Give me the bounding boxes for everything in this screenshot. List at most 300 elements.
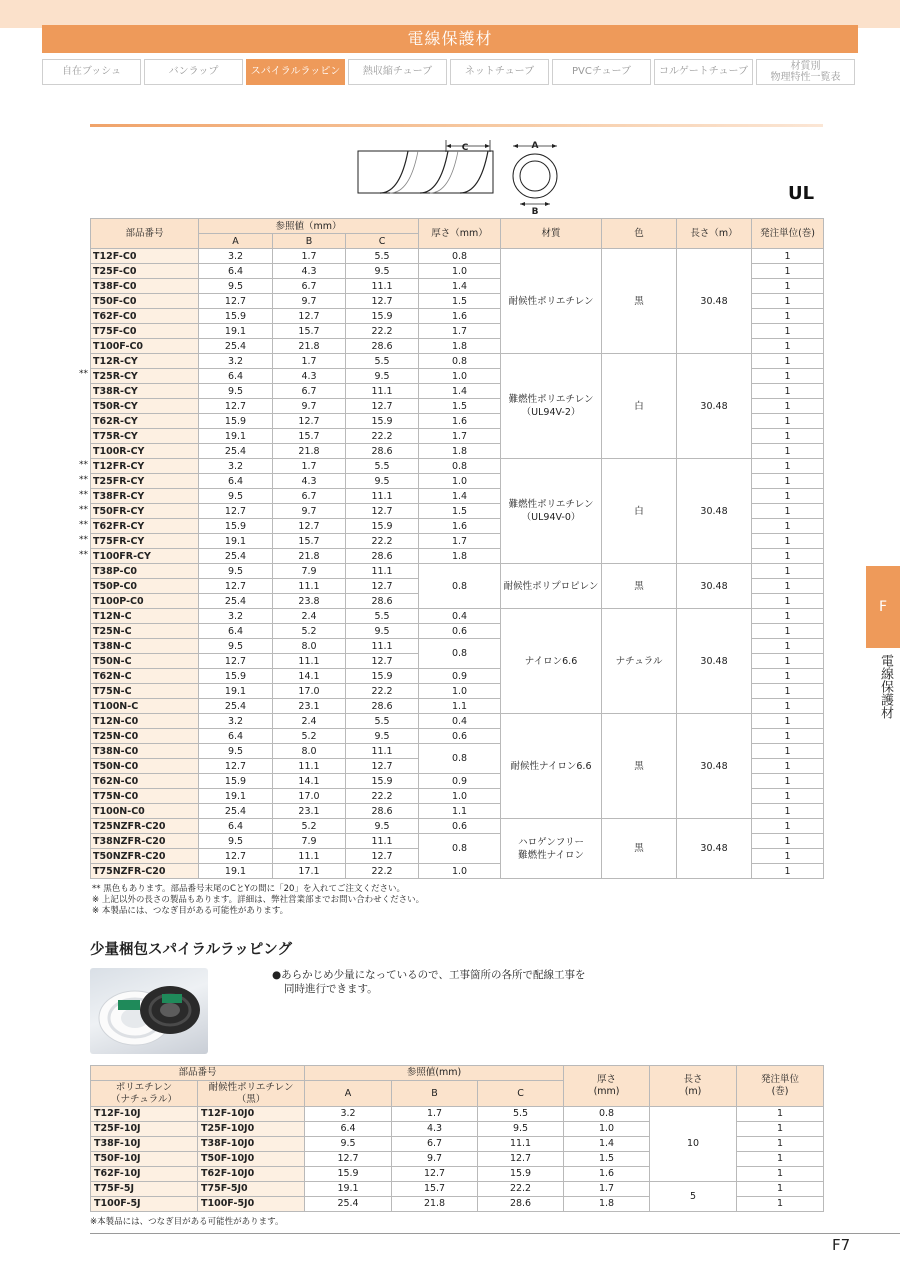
thickness: 1.6: [419, 519, 501, 534]
order-unit: 1: [752, 654, 824, 669]
color: 白: [602, 354, 677, 459]
sp-pe-line1: ポリエチレン: [115, 1081, 173, 1093]
value-b: 17.1: [273, 864, 346, 879]
value-a: 3.2: [199, 714, 273, 729]
value-b: 21.8: [273, 339, 346, 354]
value-c: 22.2: [346, 534, 419, 549]
part-number-wpe: T12F-10J0: [198, 1107, 305, 1122]
value-c: 28.6: [346, 339, 419, 354]
value-a: 9.5: [305, 1137, 392, 1152]
part-number-wpe: T62F-10J0: [198, 1167, 305, 1182]
part-number: T38F-C0: [91, 279, 199, 294]
value-a: 3.2: [199, 354, 273, 369]
value-a: 19.1: [199, 429, 273, 444]
thickness: 1.0: [564, 1122, 650, 1137]
value-a: 25.4: [199, 444, 273, 459]
part-number: T62N-C0: [91, 774, 199, 789]
value-b: 23.1: [273, 699, 346, 714]
sp-col-wpe: [198, 1081, 305, 1107]
value-b: 8.0: [273, 744, 346, 759]
value-c: 22.2: [478, 1182, 564, 1197]
thickness: 0.8: [419, 354, 501, 369]
part-number-wpe: T75F-5J0: [198, 1182, 305, 1197]
value-b: 6.7: [392, 1137, 478, 1152]
thickness: 1.4: [419, 489, 501, 504]
spec-table-body: [91, 249, 824, 879]
product-photo: [90, 968, 208, 1054]
value-a: 19.1: [199, 324, 273, 339]
tab-jizai-bush[interactable]: 自在ブッシュ: [42, 59, 141, 85]
value-b: 4.3: [273, 369, 346, 384]
order-unit: 1: [752, 279, 824, 294]
part-number: T38N-C: [91, 639, 199, 654]
value-a: 15.9: [199, 309, 273, 324]
order-unit: 1: [752, 789, 824, 804]
label-b: B: [531, 207, 539, 216]
value-c: 28.6: [346, 594, 419, 609]
value-a: 25.4: [199, 594, 273, 609]
part-number: T75F-C0: [91, 324, 199, 339]
value-c: 12.7: [346, 654, 419, 669]
thickness: 1.4: [564, 1137, 650, 1152]
category-tabs: [42, 59, 858, 101]
table-row: [91, 609, 824, 624]
value-b: 12.7: [392, 1167, 478, 1182]
order-unit: 1: [752, 489, 824, 504]
value-b: 11.1: [273, 849, 346, 864]
note-other-lengths: ※ 上記以外の長さの製品もあります。詳細は、弊社営業部までお問い合わせください。: [92, 895, 425, 905]
part-number: T25F-C0: [91, 264, 199, 279]
thickness: 1.5: [564, 1152, 650, 1167]
sp-col-b: B: [392, 1081, 478, 1107]
thickness: 0.6: [419, 624, 501, 639]
thickness: 1.4: [419, 279, 501, 294]
col-part-no: 部品番号: [91, 219, 199, 249]
part-number: T75FR-CY: [91, 534, 199, 549]
sp-wpe-line1: 耐候性ポリエチレン: [208, 1081, 294, 1093]
order-unit: 1: [752, 504, 824, 519]
part-number: T75R-CY: [91, 429, 199, 444]
page-number: F7: [832, 1236, 851, 1254]
order-unit: 1: [752, 564, 824, 579]
part-number: T38NZFR-C20: [91, 834, 199, 849]
sp-unit-line2: (巻): [771, 1086, 789, 1097]
thickness: 0.6: [419, 729, 501, 744]
value-c: 15.9: [346, 414, 419, 429]
part-number: T25R-CY: [91, 369, 199, 384]
sp-unit-line1: 発注単位: [761, 1074, 800, 1085]
part-number: T25FR-CY: [91, 474, 199, 489]
part-number: T100F-C0: [91, 339, 199, 354]
sp-len-line2: (m): [684, 1086, 702, 1097]
thickness: 0.4: [419, 714, 501, 729]
value-c: 5.5: [346, 249, 419, 264]
value-a: 12.7: [199, 294, 273, 309]
value-a: 12.7: [199, 654, 273, 669]
col-ref: 参照値（mm）: [199, 219, 419, 234]
order-unit: 1: [752, 639, 824, 654]
part-number-pe: T25F-10J: [91, 1122, 198, 1137]
value-a: 25.4: [199, 804, 273, 819]
thickness: 0.8: [419, 564, 501, 609]
value-b: 9.7: [273, 399, 346, 414]
length: 30.48: [677, 459, 752, 564]
part-number: T50F-C0: [91, 294, 199, 309]
thickness: 1.0: [419, 864, 501, 879]
sp-col-part-no: 部品番号: [91, 1066, 305, 1081]
thickness: 0.9: [419, 774, 501, 789]
value-c: 28.6: [346, 699, 419, 714]
order-unit: 1: [752, 864, 824, 879]
value-b: 23.8: [273, 594, 346, 609]
value-a: 12.7: [199, 399, 273, 414]
value-c: 28.6: [478, 1197, 564, 1212]
small-pack-table: [90, 1065, 824, 1212]
order-unit: 1: [737, 1182, 824, 1197]
order-unit: 1: [752, 444, 824, 459]
part-number-pe: T38F-10J: [91, 1137, 198, 1152]
part-number: T12FR-CY: [91, 459, 199, 474]
value-c: 9.5: [346, 474, 419, 489]
feature-line1: ●あらかじめ少量になっているので、工事箇所の各所で配線工事を: [272, 969, 586, 981]
sp-t-line2: (mm): [593, 1086, 620, 1097]
order-unit: 1: [752, 534, 824, 549]
part-number: T25NZFR-C20: [91, 819, 199, 834]
length: 30.48: [677, 819, 752, 879]
value-c: 12.7: [346, 294, 419, 309]
col-color: 色: [602, 219, 677, 249]
label-a: A: [531, 141, 539, 151]
order-unit: 1: [752, 384, 824, 399]
length: 30.48: [677, 564, 752, 609]
material: 耐候性ナイロン6.6: [501, 714, 602, 819]
value-c: 12.7: [346, 849, 419, 864]
value-c: 11.1: [346, 834, 419, 849]
value-c: 5.5: [346, 714, 419, 729]
order-unit: 1: [752, 609, 824, 624]
value-c: 9.5: [346, 264, 419, 279]
value-b: 11.1: [273, 759, 346, 774]
value-b: 4.3: [273, 474, 346, 489]
value-c: 22.2: [346, 684, 419, 699]
value-a: 3.2: [305, 1107, 392, 1122]
double-star-mark: **: [79, 459, 88, 470]
value-b: 6.7: [273, 279, 346, 294]
double-star-mark: **: [79, 519, 88, 530]
sp-col-ref: 参照値(mm): [305, 1066, 564, 1081]
order-unit: 1: [752, 624, 824, 639]
col-length: 長さ（m）: [677, 219, 752, 249]
value-c: 9.5: [478, 1122, 564, 1137]
part-number: T75N-C0: [91, 789, 199, 804]
value-a: 6.4: [199, 264, 273, 279]
value-a: 6.4: [199, 369, 273, 384]
sp-col-length: [650, 1066, 737, 1107]
length: 30.48: [677, 714, 752, 819]
value-b: 4.3: [392, 1122, 478, 1137]
value-c: 5.5: [346, 609, 419, 624]
thickness: 1.5: [419, 504, 501, 519]
order-unit: 1: [752, 294, 824, 309]
double-star-mark: **: [79, 504, 88, 515]
value-b: 21.8: [273, 549, 346, 564]
part-number: T50NZFR-C20: [91, 849, 199, 864]
feature-line2: 同時進行できます。: [284, 983, 378, 995]
value-a: 3.2: [199, 609, 273, 624]
value-a: 9.5: [199, 639, 273, 654]
value-a: 9.5: [199, 834, 273, 849]
top-band: [0, 0, 900, 28]
order-unit: 1: [737, 1152, 824, 1167]
material: 耐候性ポリプロピレン: [501, 564, 602, 609]
value-b: 14.1: [273, 774, 346, 789]
order-unit: 1: [752, 309, 824, 324]
value-a: 6.4: [199, 624, 273, 639]
tab-spiral-wrapping[interactable]: スパイラルラッピング: [246, 59, 345, 85]
part-number-pe: T50F-10J: [91, 1152, 198, 1167]
value-a: 19.1: [199, 684, 273, 699]
table-row: [91, 1182, 824, 1197]
value-b: 21.8: [392, 1197, 478, 1212]
value-c: 11.1: [346, 639, 419, 654]
color: 黒: [602, 249, 677, 354]
spiral-wrap-diagram: [350, 136, 570, 216]
thickness: 0.9: [419, 669, 501, 684]
order-unit: 1: [752, 339, 824, 354]
feature-bullet: [272, 968, 585, 996]
color: 黒: [602, 819, 677, 879]
value-b: 9.7: [392, 1152, 478, 1167]
thickness: 0.8: [564, 1107, 650, 1122]
color: 白: [602, 459, 677, 564]
sp-col-unit: [737, 1066, 824, 1107]
order-unit: 1: [737, 1122, 824, 1137]
col-material: 材質: [501, 219, 602, 249]
table-row: [91, 354, 824, 369]
length: 10: [650, 1107, 737, 1182]
value-a: 12.7: [199, 849, 273, 864]
value-c: 11.1: [346, 279, 419, 294]
table-row: [91, 459, 824, 474]
value-b: 17.0: [273, 684, 346, 699]
material: 難燃性ポリエチレン （UL94V-0）: [501, 459, 602, 564]
value-b: 1.7: [273, 249, 346, 264]
thickness: 1.6: [564, 1167, 650, 1182]
part-number: T100N-C0: [91, 804, 199, 819]
value-c: 15.9: [346, 669, 419, 684]
value-a: 12.7: [199, 504, 273, 519]
thickness: 1.0: [419, 474, 501, 489]
sp-t-line1: 厚さ: [597, 1074, 617, 1085]
small-pack-body: [91, 1107, 824, 1212]
value-b: 14.1: [273, 669, 346, 684]
part-number: T38N-C0: [91, 744, 199, 759]
order-unit: 1: [752, 579, 824, 594]
part-number: T100N-C: [91, 699, 199, 714]
thickness: 1.0: [419, 789, 501, 804]
part-number: T50P-C0: [91, 579, 199, 594]
sp-col-thickness: [564, 1066, 650, 1107]
length: 5: [650, 1182, 737, 1212]
part-number-pe: T12F-10J: [91, 1107, 198, 1122]
tab-corrugated-tube[interactable]: コルゲートチューブ: [654, 59, 753, 85]
thickness: 0.6: [419, 819, 501, 834]
value-a: 15.9: [199, 414, 273, 429]
value-c: 15.9: [346, 309, 419, 324]
value-a: 9.5: [199, 384, 273, 399]
value-a: 9.5: [199, 564, 273, 579]
part-number-pe: T75F-5J: [91, 1182, 198, 1197]
thickness: 1.5: [419, 294, 501, 309]
color: 黒: [602, 714, 677, 819]
part-number: T12R-CY: [91, 354, 199, 369]
part-number: T100FR-CY: [91, 549, 199, 564]
material: ハロゲンフリー 難燃性ナイロン: [501, 819, 602, 879]
tab-material-line2: 物理特性一覧表: [770, 72, 841, 83]
part-number: T50N-C0: [91, 759, 199, 774]
order-unit: 1: [737, 1197, 824, 1212]
value-c: 12.7: [346, 399, 419, 414]
thickness: 0.8: [419, 639, 501, 669]
part-number: T50N-C: [91, 654, 199, 669]
value-a: 25.4: [199, 549, 273, 564]
color: 黒: [602, 564, 677, 609]
col-a: A: [199, 234, 273, 249]
thickness: 1.0: [419, 684, 501, 699]
thickness: 0.8: [419, 744, 501, 774]
value-b: 1.7: [273, 459, 346, 474]
order-unit: 1: [752, 669, 824, 684]
part-number: T62R-CY: [91, 414, 199, 429]
value-c: 5.5: [346, 459, 419, 474]
thickness: 1.4: [419, 384, 501, 399]
thickness: 1.6: [419, 414, 501, 429]
thickness: 1.5: [419, 399, 501, 414]
tab-banwrap[interactable]: バンラップ: [144, 59, 243, 85]
ul-certification-mark: UL: [788, 183, 815, 204]
value-a: 12.7: [199, 579, 273, 594]
thickness: 1.6: [419, 309, 501, 324]
value-c: 15.9: [346, 774, 419, 789]
value-c: 5.5: [478, 1107, 564, 1122]
order-unit: 1: [752, 414, 824, 429]
value-b: 12.7: [273, 414, 346, 429]
value-b: 6.7: [273, 489, 346, 504]
thickness: 0.8: [419, 249, 501, 264]
part-number-pe: T100F-5J: [91, 1197, 198, 1212]
thickness: 1.8: [564, 1197, 650, 1212]
value-c: 11.1: [346, 744, 419, 759]
color: ナチュラル: [602, 609, 677, 714]
value-c: 15.9: [346, 519, 419, 534]
tab-heat-shrink[interactable]: 熱収縮チューブ: [348, 59, 447, 85]
order-unit: 1: [752, 474, 824, 489]
value-a: 6.4: [199, 729, 273, 744]
part-number-wpe: T50F-10J0: [198, 1152, 305, 1167]
value-a: 25.4: [199, 339, 273, 354]
order-unit: 1: [752, 519, 824, 534]
note-black-color: ** 黒色もあります。部品番号末尾のCとYの間に「20」を入れてご注文ください。: [92, 884, 405, 894]
thickness: 1.7: [419, 534, 501, 549]
part-number: T38R-CY: [91, 384, 199, 399]
side-index-tab[interactable]: F: [866, 566, 900, 648]
thickness: 1.7: [419, 429, 501, 444]
order-unit: 1: [752, 834, 824, 849]
table-row: [91, 564, 824, 579]
part-number: T62F-C0: [91, 309, 199, 324]
order-unit: 1: [752, 699, 824, 714]
value-a: 3.2: [199, 459, 273, 474]
tab-net-tube[interactable]: ネットチューブ: [450, 59, 549, 85]
thickness: 1.8: [419, 339, 501, 354]
label-c: C: [461, 143, 469, 153]
order-unit: 1: [752, 819, 824, 834]
length: 30.48: [677, 354, 752, 459]
order-unit: 1: [752, 849, 824, 864]
order-unit: 1: [752, 714, 824, 729]
value-c: 22.2: [346, 789, 419, 804]
thickness: 1.0: [419, 264, 501, 279]
value-a: 25.4: [305, 1197, 392, 1212]
value-b: 11.1: [273, 579, 346, 594]
order-unit: 1: [752, 759, 824, 774]
note-joint: ※ 本製品には、つなぎ目がある可能性があります。: [92, 906, 289, 916]
value-c: 12.7: [346, 759, 419, 774]
value-c: 9.5: [346, 369, 419, 384]
part-number: T25N-C: [91, 624, 199, 639]
side-index-label: 電線保護材: [878, 654, 893, 719]
page-title: 電線保護材: [42, 25, 858, 53]
value-b: 12.7: [273, 519, 346, 534]
value-c: 9.5: [346, 729, 419, 744]
value-c: 22.2: [346, 324, 419, 339]
part-number: T25N-C0: [91, 729, 199, 744]
order-unit: 1: [752, 744, 824, 759]
order-unit: 1: [752, 549, 824, 564]
value-c: 12.7: [346, 579, 419, 594]
tab-pvc-tube[interactable]: PVCチューブ: [552, 59, 651, 85]
value-a: 19.1: [199, 864, 273, 879]
tab-material-properties[interactable]: [756, 59, 855, 85]
order-unit: 1: [737, 1107, 824, 1122]
value-b: 6.7: [273, 384, 346, 399]
order-unit: 1: [752, 354, 824, 369]
value-b: 21.8: [273, 444, 346, 459]
part-number: T38P-C0: [91, 564, 199, 579]
sp-wpe-line2: （黒）: [236, 1093, 266, 1105]
value-c: 28.6: [346, 549, 419, 564]
thickness: 0.8: [419, 459, 501, 474]
thickness: 1.8: [419, 549, 501, 564]
thickness: 1.7: [564, 1182, 650, 1197]
sp-len-line1: 長さ: [683, 1074, 703, 1085]
value-a: 12.7: [305, 1152, 392, 1167]
order-unit: 1: [752, 684, 824, 699]
value-c: 28.6: [346, 444, 419, 459]
thickness: 0.8: [419, 834, 501, 864]
value-b: 9.7: [273, 504, 346, 519]
value-c: 9.5: [346, 624, 419, 639]
section-title: 少量梱包スパイラルラッピング: [90, 942, 292, 958]
thickness: 0.4: [419, 609, 501, 624]
part-number-wpe: T100F-5J0: [198, 1197, 305, 1212]
value-a: 19.1: [305, 1182, 392, 1197]
value-b: 11.1: [273, 654, 346, 669]
thickness: 1.7: [419, 324, 501, 339]
sp-col-a: A: [305, 1081, 392, 1107]
value-b: 2.4: [273, 609, 346, 624]
value-c: 9.5: [346, 819, 419, 834]
